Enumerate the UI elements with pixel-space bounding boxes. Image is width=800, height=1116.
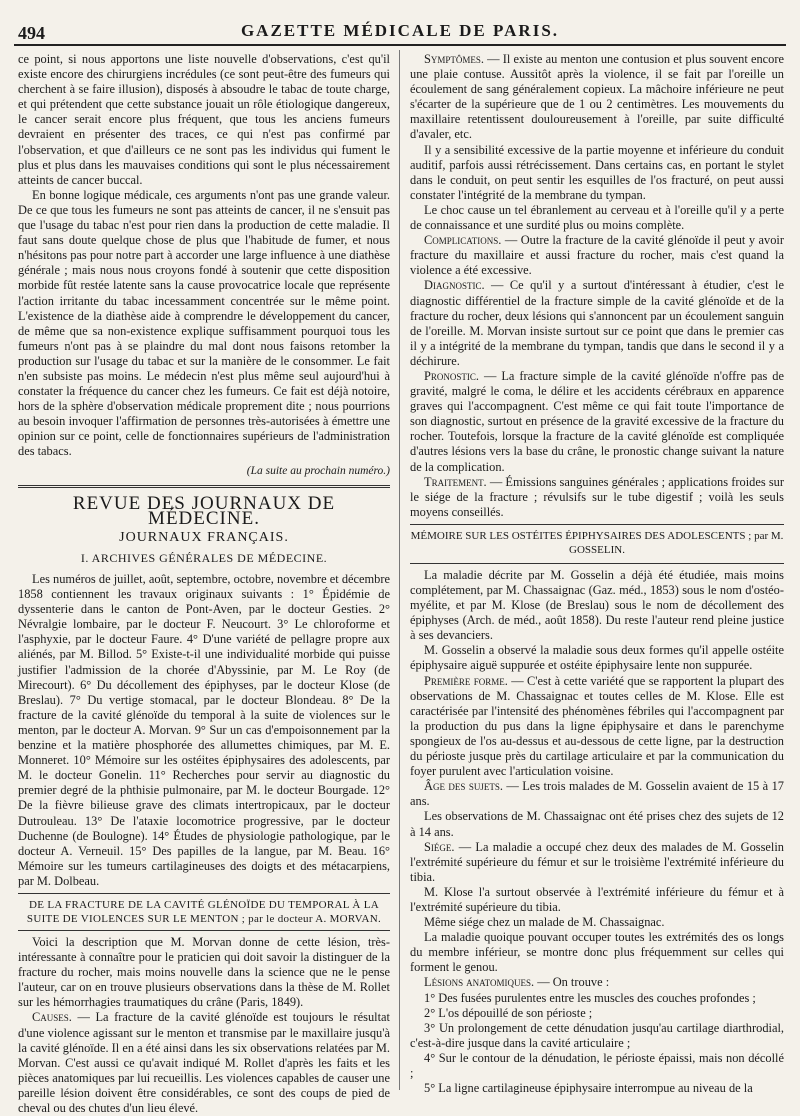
paragraph-causes [18, 1010, 390, 1116]
continued-note: (La suite au prochain numéro.) [246, 464, 390, 477]
article-title: MÉMOIRE SUR LES OSTÉITES ÉPIPHYSAIRES DES ADOLESCENTS ; par M. GOSSELIN. [410, 529, 784, 556]
section-divider [18, 485, 390, 488]
list-item: 4° Sur le contour de la dénudation, le périoste épaissi, mais non décollé ; [410, 1050, 784, 1080]
paragraph: La maladie quoique pouvant occuper toutes les extrémités des os longs du membre inférieur, se montre donc plus fréquemment sur celles qui forment le genou. [410, 930, 784, 975]
paragraph-pronostic [410, 369, 784, 475]
paragraph-traitement [410, 475, 784, 520]
run-in-heading: Lésions anatomiques. [424, 975, 535, 990]
paragraph-symptomes [410, 52, 784, 143]
paragraph-text: — On trouve : [534, 975, 610, 990]
paragraph: Le choc cause un tel ébranlement au cerveau et à l'oreille qu'il y a perte de connaissance et une surdité plus ou moins complète. [410, 202, 784, 233]
paragraph-diagnostic [410, 278, 784, 369]
paragraph-premiere-forme [410, 674, 784, 780]
divider [410, 524, 784, 525]
run-in-heading: Complications. [424, 233, 502, 248]
run-in-heading: Pronostic. [424, 368, 479, 383]
paragraph: La maladie décrite par M. Gosselin a déjà été étudiée, mais moins complétement, par M. Chassaignac (Gaz. méd., 1853) sous le nom d'ostéo-myélite, et par M. Klose (de Breslau) sous le nom de décollement des épiphyses (Arch. de méd., août 1858). Du reste l'auteur rend pleine justice à ses devanciers. [410, 567, 784, 643]
paragraph-text: — Ce qu'il y a surtout d'intéressant à étudier, c'est le diagnostic différentiel de la fracture simple de la cavité glénoïde et de la fracture du rocher, deux lésions qui s'annoncent par un écoulement sanguin de l'oreille. M. Morvan insiste surtout sur ce point que dans le premier cas il y a intégrité de la membrane du tympan, tandis que dans le second il y a déchirure. [410, 278, 784, 368]
paragraph-text: — Les trois malades de M. Gosselin avaient de 15 à 17 ans. [410, 779, 785, 809]
paragraph: ce point, si nous apportons une liste nouvelle d'observations, c'est qu'il existe encore des chirurgiens incrédules (ce sont peut-être des fumeurs qui cherchent à se faire illusion), disposés à absoudre le tabac de toute charge, et qui prétendent que cette substance jouait un rôle étiologique dangereux, le cancer serait encore plus fréquent, que tous les anciens fumeurs devraient en présenter des traces, ce qui n'est pas confirmé par l'observation, et que d'ailleurs ce ne sont pas les individus qui fument le plus et plus dans les mauvaises conditions qui sont le plus nécessairement atteints de cancer buccal. [18, 52, 390, 187]
right-column [410, 52, 785, 1096]
left-column [18, 52, 390, 1115]
paragraph-text: — La fracture simple de la cavité glénoïde n'offre pas de gravité, malgré le coma, le délire et les accidents cérébraux en apparence graves qui l'accompagnent. C'est même ce qui fait toute l'importance de son diagnostic, surtout en présence de la gravité excessive de la fracture du rocher. Toutefois, lorsque la fracture de la cavité glénoïde est compliquée d'autres lésions vers la base du crâne, le pronostic change suivant la nature de la complication. [410, 368, 784, 474]
run-in-heading: Traitement. [424, 474, 487, 489]
paragraph: Les numéros de juillet, août, septembre, octobre, novembre et décembre 1858 contiennent les travaux originaux suivants : 1° Épidémie de dyssenterie dans le canton de Pont-Aven, par le docteur Gesties. 2° Névralgie lombaire, par le docteur F. Neucourt. 3° Le chloroforme et l'asphyxie, par le docteur Faure. 4° D'une variété de pellagre propre aux aliénés, par M. Billod. 5° Existe-t-il une individualité morbide qui puisse justifier l'admission de la chorée d'Abyssinie, par M. Le Roy (de Mirecourt). 6° Du décollement des épiphyses, par le docteur Klose (de Breslau). 7° Du vertige stomacal, par le docteur Blondeau. 8° De la fracture de la cavité glénoïde du temporal à la suite de violences sur le menton, par le docteur A. Morvan. 9° Sur un cas d'empoisonnement par la benzine et la matière phosphorée des allumettes chimiques, par M. E. Monneret. 10° Mémoire sur les ostéites épiphysaires des adolescents, par M. le docteur Gonelin. 11° Recherches pour servir au diagnostic du premier degré de la phthisie pulmonaire, par M. le docteur Bourgade. 12° De la fièvre bilieuse grave des climats intertropicaux, par le docteur Dutrouleau. 13° De l'ataxie locomotrice progressive, par le docteur Duchenne (de Boulogne). 14° Études de physiologie pathologique, par le docteur A. Verneuil. 15° Des papilles de la langue, par M. Beau. 16° Mémoire sur les tumeurs cartilagineuses des doigts et des métacarpiens, par M. Dolbeau. [18, 572, 390, 888]
paragraph-text: — Il existe au menton une contusion et plus souvent encore une plaie contuse. Aussitôt après la violence, il se fait par l'oreille un écoulement de sang généralement copieux. La mâchoire inférieure ne peut s'écarter de la supérieure que de 1 ou 2 centimètres. Les mouvements du maxillaire retentissent douloureusement à l'oreille, par suite difficulté d'avaler, etc. [410, 52, 784, 142]
journal-heading: I. ARCHIVES GÉNÉRALES DE MÉDECINE. [80, 550, 328, 565]
divider [18, 893, 390, 894]
subsection-title: JOURNAUX FRANÇAIS. [119, 529, 289, 545]
run-in-heading: Première forme. [424, 673, 508, 688]
paragraph-complications [410, 233, 784, 278]
paragraph-text: — Émissions sanguines générales ; applications froides sur le siége de la fracture ; révulsifs sur le tube digestif ; voilà les seuls moyens conseillés. [410, 474, 784, 519]
page-number: 494 [18, 23, 45, 43]
paragraph-age [410, 779, 784, 809]
list-item: 3° Un prolongement de cette dénudation jusqu'au cartilage diarthrodial, c'est-à-dire jusque dans la cavité articulaire ; [410, 1020, 784, 1050]
paragraph: En bonne logique médicale, ces arguments n'ont pas une grande valeur. De ce que tous les fumeurs ne sont pas atteints de cancer, il ne s'ensuit pas que l'usage du tabac n'est pour rien dans la production de cette maladie. Il faut sans doute quelque chose de plus que l'habitude de fumer, et nous n'hésitons pas pour notre part à accorder une large influence à une diathèse générale ; mais nous nous croyons fondé à soutenir que cette disposition morbide fût restée latente sans la cause provocatrice locale que représente l'action irritante du tabac incessamment concentrée sur le même point. L'existence de la diathèse aide à comprendre le développement du cancer, de même que sa non-existence explique suffisamment pourquoi tous les fumeurs n'ont pas à se plaindre du mal dont nous faisons retomber la production sur l'usage du tabac et sur la manière de le consommer. Le fait n'en subsiste pas moins. Le médecin n'est plus même seul aujourd'hui à constater la fréquence du cancer chez les fumeurs. Ce fait est déjà notoire, hors de la sphère d'observation médicale proprement dite ; nous pourrions au besoin invoquer l'affirmation de personnes très-autorisées à émettre une opinion sur ce point, celle de fonctionnaires supérieurs de l'administration des tabacs. [18, 187, 390, 459]
list-item: 1° Des fusées purulentes entre les muscles des couches profondes ; [424, 990, 756, 1005]
paragraph: Les observations de M. Chassaignac ont été prises chez des sujets de 12 à 14 ans. [410, 809, 784, 839]
paragraph-text: — La maladie a occupé chez deux des malades de M. Gosselin l'extrémité supérieure du fémur et sur le troisième l'extrémité inférieure du tibia. [410, 839, 784, 884]
paragraph-lesions [410, 975, 784, 990]
list-item: 5° La ligne cartilagineuse épiphysaire interrompue au niveau de la [424, 1081, 753, 1096]
paragraph-text: — Outre la fracture de la cavité glénoïde il peut y avoir fracture du maxillaire et aussi fracture du rocher, mais c'est quand la violence a été excessive. [410, 233, 784, 278]
run-in-heading: Âge des sujets. [424, 779, 503, 794]
paragraph: Voici la description que M. Morvan donne de cette lésion, très-intéressante à connaître pour le praticien qui doit savoir la distinguer de la fracture du rocher, mais moins nouvelle dans la science que ne le pense l'auteur, car on en trouve plusieurs observations dans la thèse de M. Rollet sur les hémorrhagies traumatiques du crâne (Paris, 1849). [18, 934, 390, 1010]
paragraph-text: — La fracture de la cavité glénoïde est toujours le résultat d'une violence agissant sur le menton et transmise par le maxillaire jusqu'à la cavité glénoïde. Il en a été ainsi dans les six observations relatées par M. Morvan. C'est aussi ce qu'avait indiqué M. Rollet d'après les faits et les pièces anatomiques par lui recueillis. Les violences capables de causer une pareille lésion doivent être considérables, ce sont des coups de pied de cheval ou des chutes d'un lieu élevé. [18, 1010, 390, 1115]
run-in-heading: Siége. [424, 839, 455, 854]
section-title: REVUE DES JOURNAUX DE MÉDECINE. [72, 492, 336, 529]
paragraph: Il y a sensibilité excessive de la partie moyenne et inférieure du conduit auditif, parfois aussi rétrécissement. Dans certains cas, en portant le stylet dans le conduit, on peut sentir les esquilles de l'os fracturé, on peut aussi constater l'intégrité de la membrane du tympan. [410, 142, 784, 202]
run-in-heading: Causes. [32, 1010, 72, 1025]
list-item: 2° L'os dépouillé de son périoste ; [424, 1005, 593, 1020]
run-in-heading: Diagnostic. [424, 278, 485, 293]
paragraph-text: — C'est à cette variété que se rapportent la plupart des observations de M. Chassaignac et toutes celles de M. Klose. Elle est caractérisée par l'intensité des phénomènes fébriles qui l'accompagnent par la production du pus dans la ligne épiphysaire et dans le parenchyme spongieux de l'os au-dessus et au-dessous de cette ligne, par la destruction du périoste jusque près du cartilage articulaire et par la communication du foyer purulent avec l'articulation voisine. [410, 673, 785, 779]
paragraph: Même siége chez un malade de M. Chassaignac. [424, 915, 665, 930]
paragraph: M. Gosselin a observé la maladie sous deux formes qu'il appelle ostéite épiphysaire aiguë suppurée et ostéite épiphysaire lente non suppurée. [410, 643, 784, 673]
article-title: DE LA FRACTURE DE LA CAVITÉ GLÉNOÏDE DU TEMPORAL À LA SUITE DE VIOLENCES SUR LE MENTON ; par le docteur A. MORVAN. [26, 898, 382, 925]
journal-title: GAZETTE MÉDICALE DE PARIS. [240, 21, 560, 40]
page-header [14, 14, 786, 46]
divider [410, 563, 784, 564]
divider [18, 930, 390, 931]
paragraph-siege [410, 840, 784, 885]
run-in-heading: Symptômes. [424, 52, 484, 66]
column-divider [399, 50, 400, 1090]
paragraph: M. Klose l'a surtout observée à l'extrémité inférieure du fémur et à l'extrémité supérieure du tibia. [410, 884, 784, 914]
